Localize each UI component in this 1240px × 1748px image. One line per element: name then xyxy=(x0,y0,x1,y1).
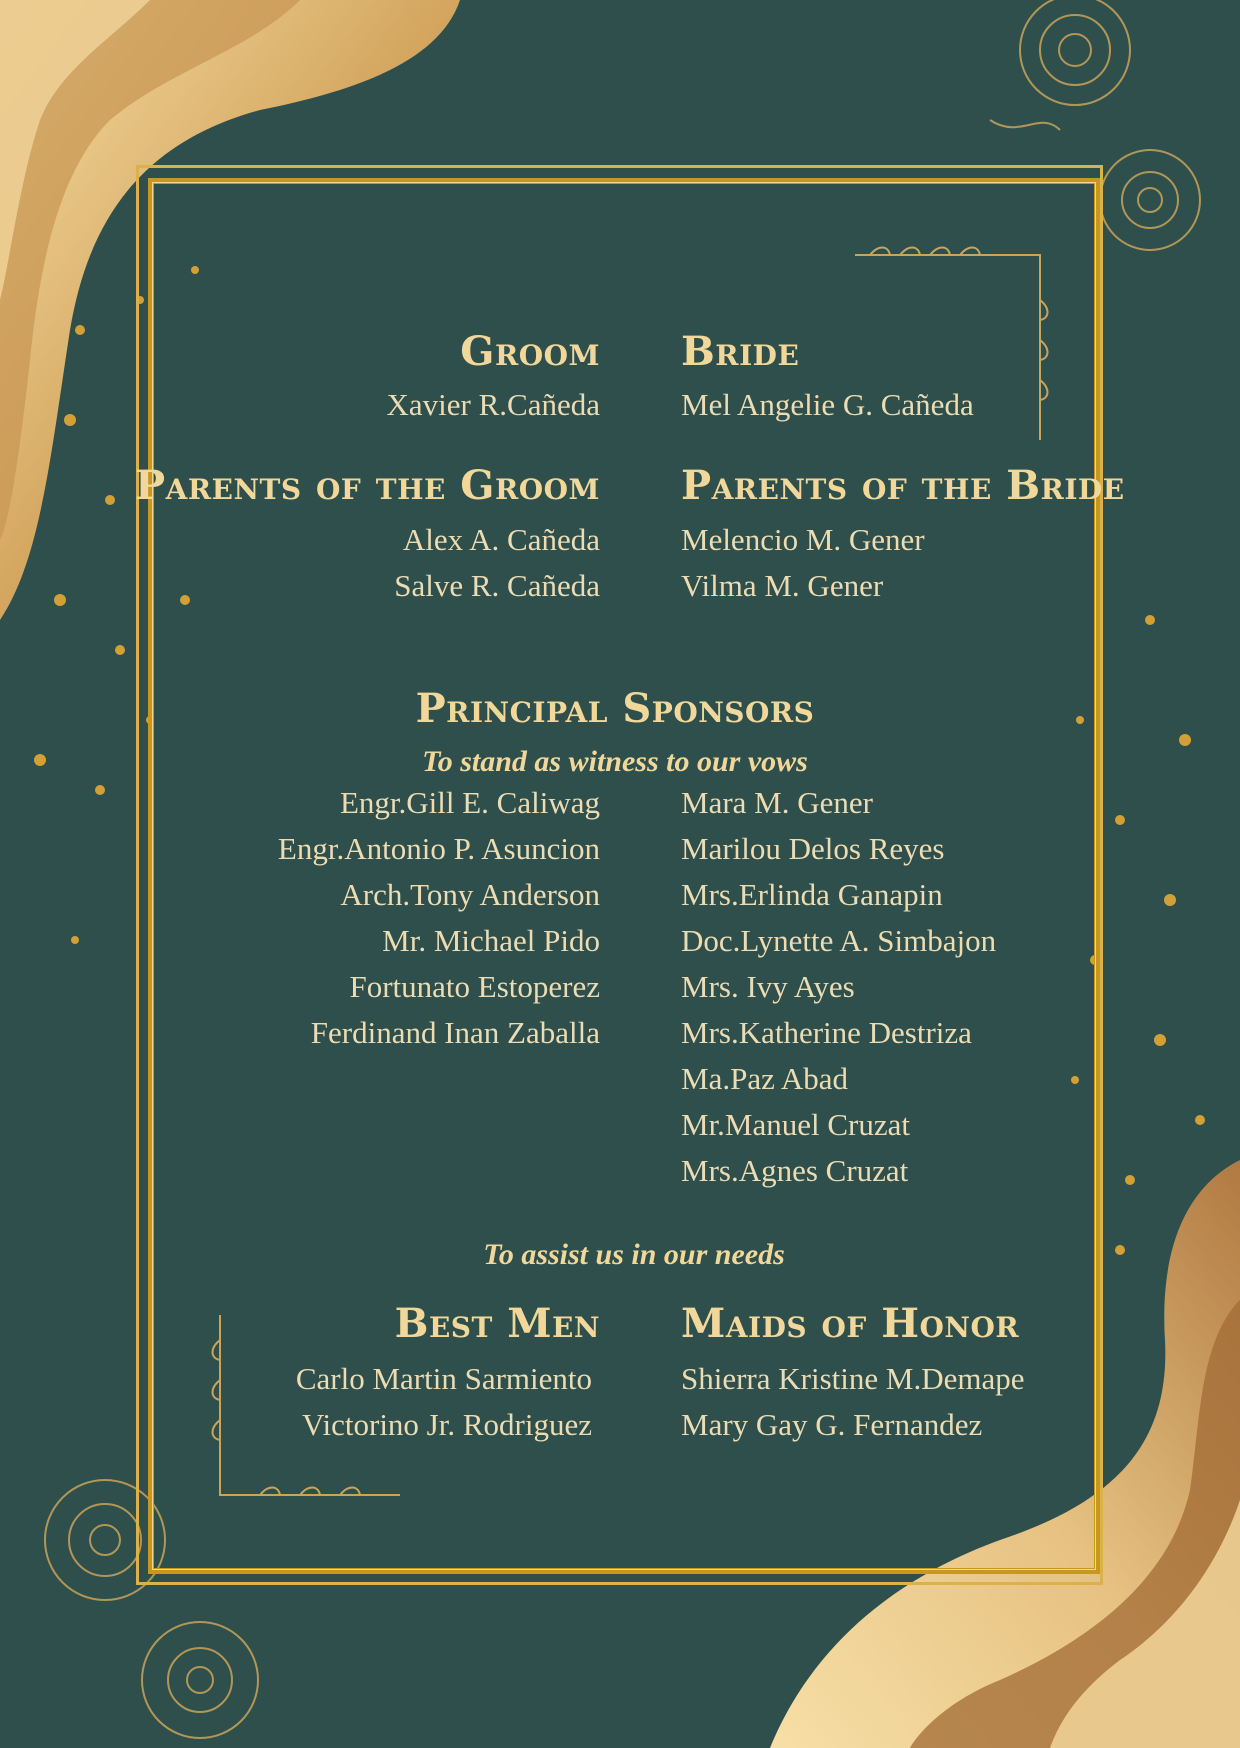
list-item: Mrs.Agnes Cruzat xyxy=(681,1153,909,1188)
best-men-list xyxy=(296,1356,592,1448)
assist-subtitle: To assist us in our needs xyxy=(483,1238,785,1271)
list-item: Ma.Paz Abad xyxy=(681,1061,849,1096)
list-item: Doc.Lynette A. Simbajon xyxy=(681,923,997,958)
bride-heading: Bride xyxy=(681,328,800,375)
best-men-heading: Best Men xyxy=(394,1300,600,1347)
list-item: Fortunato Estoperez xyxy=(349,969,600,1004)
list-item: Vilma M. Gener xyxy=(681,568,884,603)
list-item: Mrs.Katherine Destriza xyxy=(681,1015,972,1050)
principal-sponsors-subtitle: To stand as witness to our vows xyxy=(422,745,808,778)
list-item: Mary Gay G. Fernandez xyxy=(681,1407,983,1442)
list-item: Arch.Tony Anderson xyxy=(340,877,600,912)
parents-groom-heading: Parents of the Groom xyxy=(135,462,600,509)
parents-bride-list xyxy=(681,517,925,609)
list-item: Mara M. Gener xyxy=(681,785,873,820)
maids-of-honor-list xyxy=(681,1356,1024,1448)
list-item: Mrs.Erlinda Ganapin xyxy=(681,877,943,912)
sponsors-left-list xyxy=(278,780,600,1056)
list-item: Shierra Kristine M.Demape xyxy=(681,1361,1025,1396)
sponsors-right-list xyxy=(681,780,996,1194)
parents-bride-heading: Parents of the Bride xyxy=(681,462,1125,509)
list-item: Melencio M. Gener xyxy=(681,522,925,557)
list-item: Engr.Antonio P. Asuncion xyxy=(277,831,600,866)
list-item: Carlo Martin Sarmiento xyxy=(295,1361,592,1396)
principal-sponsors-heading: Principal Sponsors xyxy=(415,685,815,732)
list-item: Victorino Jr. Rodriguez xyxy=(301,1407,592,1442)
list-item: Mr. Michael Pido xyxy=(382,923,600,958)
list-item: Salve R. Cañeda xyxy=(394,568,600,603)
list-item: Ferdinand Inan Zaballa xyxy=(310,1015,600,1050)
groom-name: Xavier R.Cañeda xyxy=(386,387,600,422)
parents-groom-list xyxy=(394,517,600,609)
bride-name: Mel Angelie G. Cañeda xyxy=(681,387,974,422)
groom-heading: Groom xyxy=(460,328,600,375)
maids-of-honor-heading: Maids of Honor xyxy=(681,1300,1020,1347)
list-item: Engr.Gill E. Caliwag xyxy=(339,785,600,820)
list-item: Mr.Manuel Cruzat xyxy=(681,1107,911,1142)
list-item: Mrs. Ivy Ayes xyxy=(681,969,855,1004)
list-item: Marilou Delos Reyes xyxy=(681,831,945,866)
list-item: Alex A. Cañeda xyxy=(402,522,600,557)
